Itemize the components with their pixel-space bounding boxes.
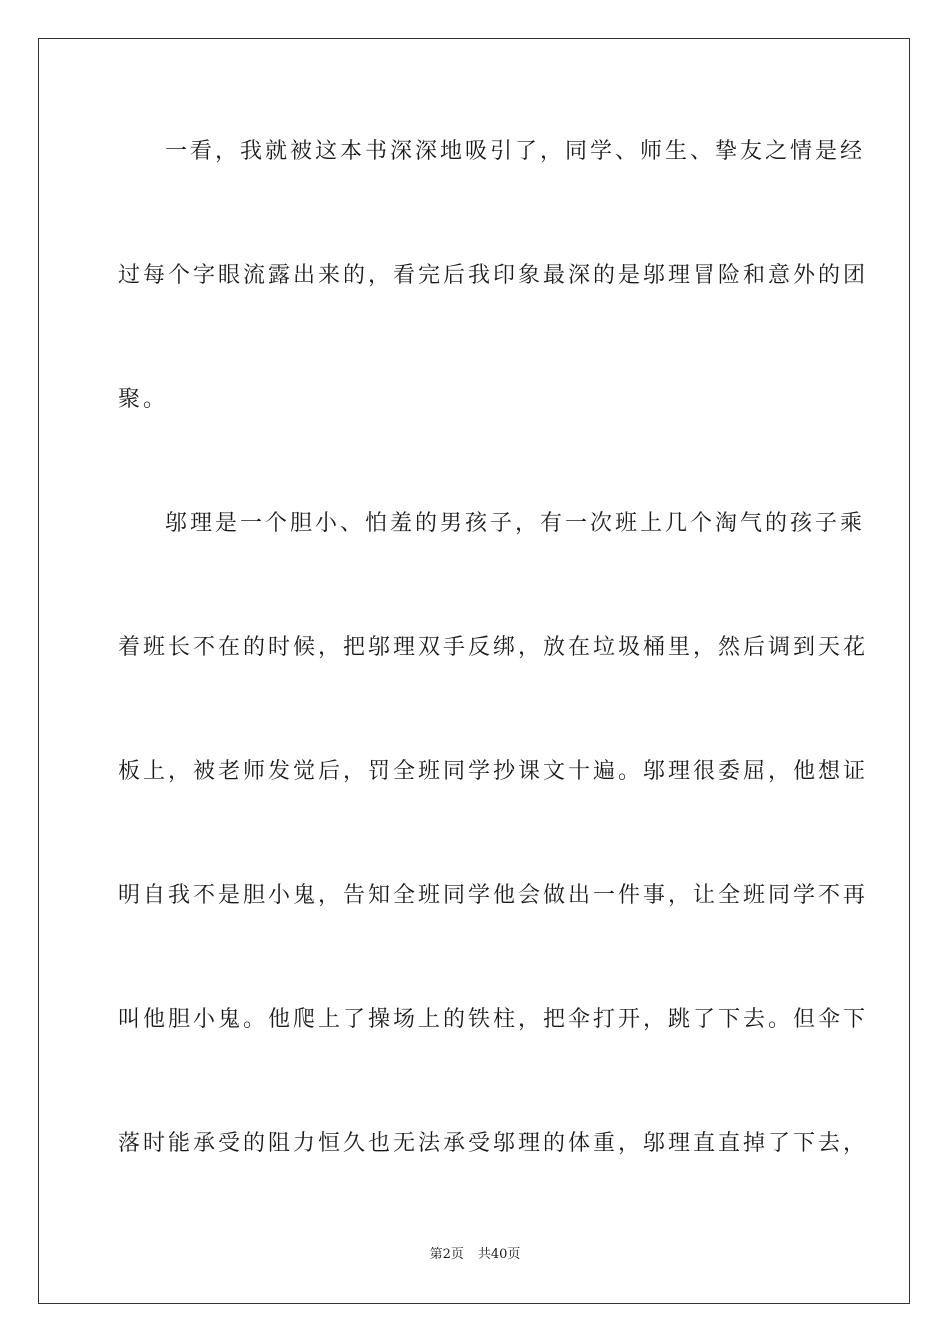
paragraph-1-line-1: 一看，我就被这本书深深地吸引了，同学、师生、挚友之情是经 [165, 139, 866, 164]
page-number: 第2页 [429, 1247, 464, 1262]
page-total: 共40页 [477, 1247, 521, 1262]
page-footer [0, 1247, 950, 1263]
paragraph-2-line-1: 邬理是一个胆小、怕羞的男孩子，有一次班上几个淘气的孩子乘 [165, 511, 866, 536]
paragraph-1-line-2: 过每个字眼流露出来的，看完后我印象最深的是邬理冒险和意外的团 [118, 263, 869, 288]
paragraph-2-line-3: 板上，被老师发觉后，罚全班同学抄课文十遍。邬理很委屈，他想证 [118, 759, 869, 784]
page-border [38, 38, 910, 1304]
paragraph-2-line-4: 明自我不是胆小鬼，告知全班同学他会做出一件事，让全班同学不再 [118, 883, 869, 908]
paragraph-2-line-5: 叫他胆小鬼。他爬上了操场上的铁柱，把伞打开，跳了下去。但伞下 [118, 1007, 869, 1032]
paragraph-2-line-6: 落时能承受的阻力恒久也无法承受邬理的体重，邬理直直掉了下去， [118, 1131, 869, 1156]
paragraph-1-line-3: 聚。 [118, 387, 169, 412]
paragraph-2-line-2: 着班长不在的时候，把邬理双手反绑，放在垃圾桶里，然后调到天花 [118, 635, 869, 660]
